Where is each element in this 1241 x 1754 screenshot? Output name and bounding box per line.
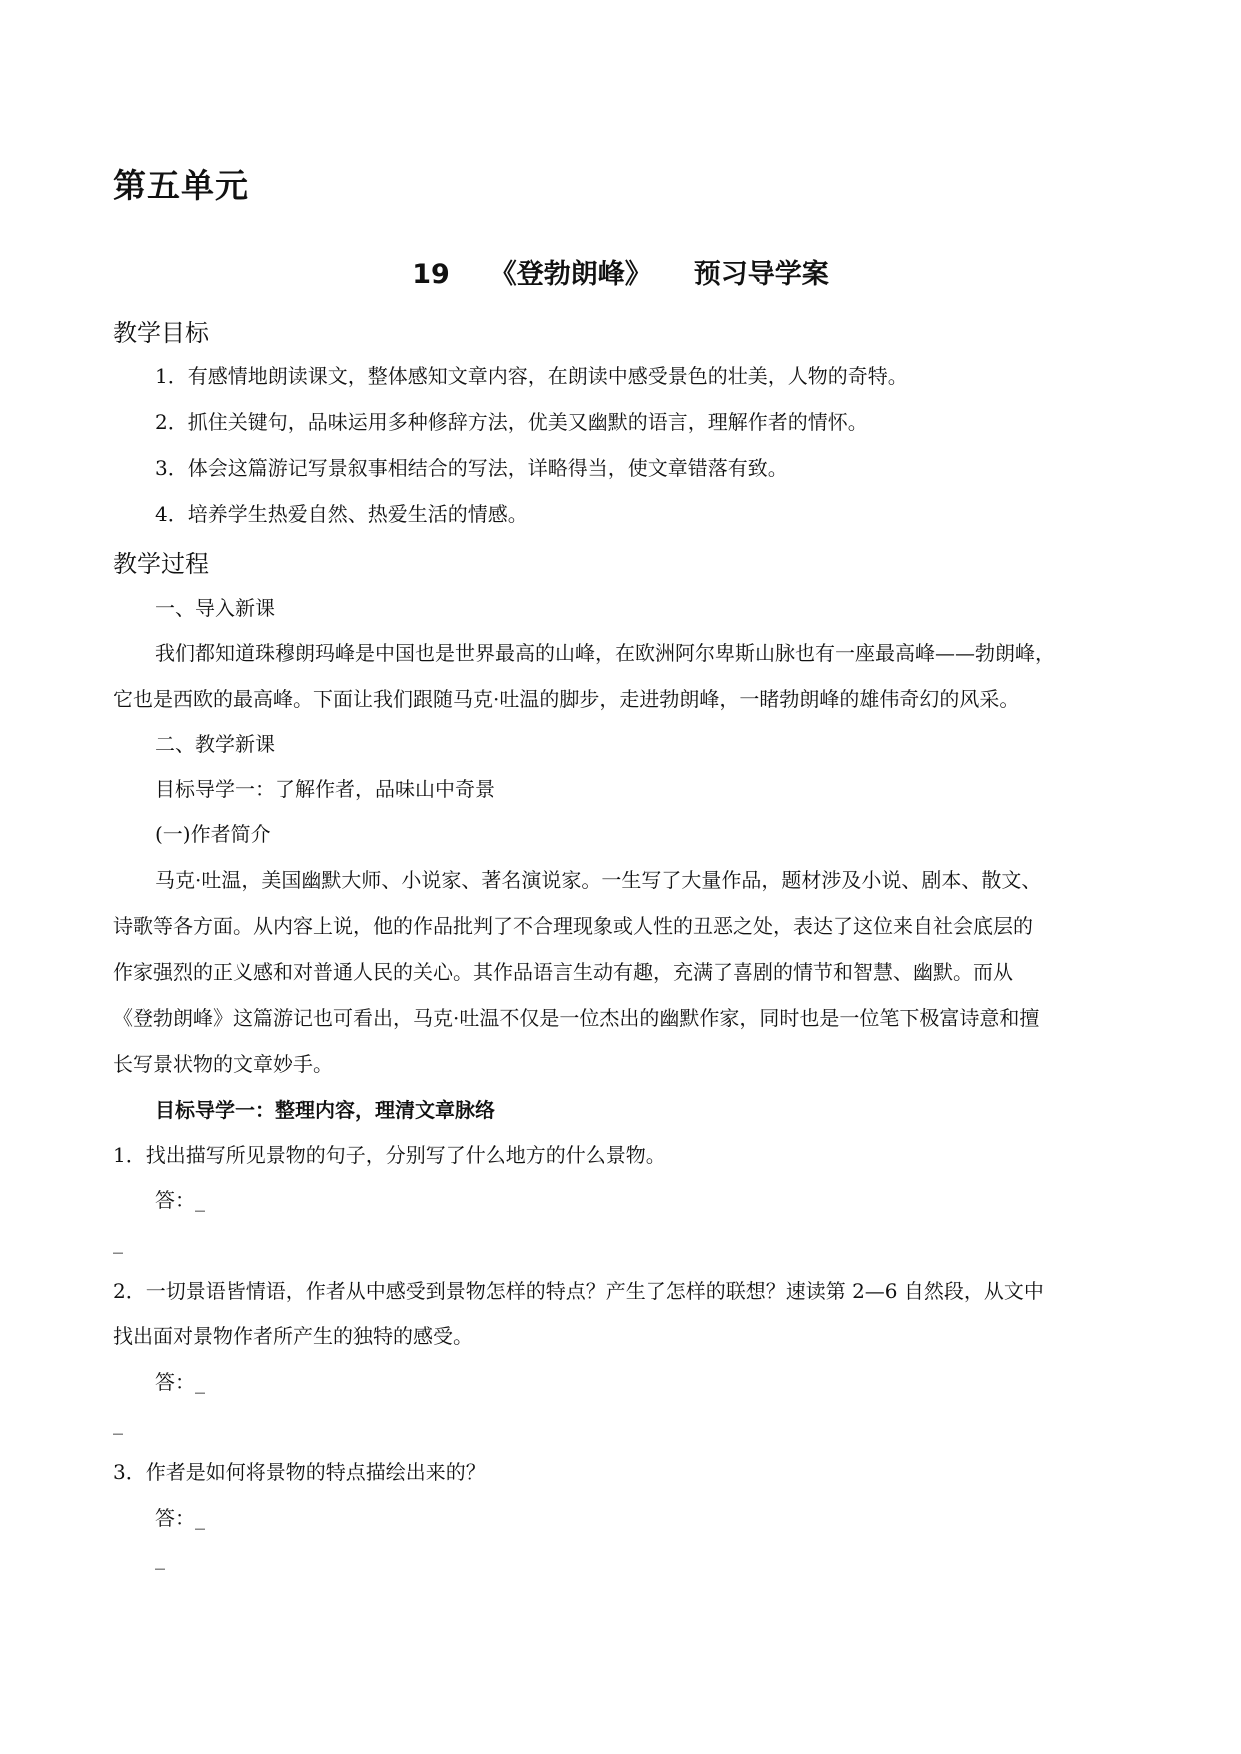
question-text: 2．一切景语皆情语，作者从中感受到景物怎样的特点？产生了怎样的联想？速读第 2—6 自然段，从文中 (113, 1279, 1044, 1303)
question-text: 找出面对景物作者所产生的独特的感受。 (113, 1324, 473, 1348)
goal-item: 4．培养学生热爱自然、热爱生活的情感。 (155, 502, 528, 526)
question-text: 3．作者是如何将景物的特点描绘出来的？ (113, 1460, 486, 1484)
answer-blank-line[interactable]: _ (113, 1411, 123, 1435)
intro-heading: 一、导入新课 (155, 596, 275, 620)
question-text: 1．找出描写所见景物的句子，分别写了什么地方的什么景物。 (113, 1143, 666, 1167)
goal-item: 2．抓住关键句，品味运用多种修辞方法，优美又幽默的语言，理解作者的情怀。 (155, 410, 868, 434)
answer-blank-line[interactable]: _ (113, 1230, 123, 1254)
lesson-type: 预习导学案 (693, 259, 829, 290)
author-paragraph-line: 诗歌等各方面。从内容上说，他的作品批判了不合理现象或人性的丑恶之处，表达了这位来自社会底层的 (113, 914, 1033, 938)
author-paragraph-line: 作家强烈的正义感和对普通人民的关心。其作品语言生动有趣，充满了喜剧的情节和智慧、幽默。而从 (113, 960, 1013, 984)
author-paragraph-line: 长写景状物的文章妙手。 (113, 1052, 333, 1076)
new-lesson-heading: 二、教学新课 (155, 732, 275, 756)
answer-label[interactable]: 答：_ (155, 1506, 205, 1530)
goals-heading: 教学目标 (113, 319, 209, 347)
lesson-number: 19 (412, 259, 450, 290)
process-heading: 教学过程 (113, 550, 209, 578)
unit-title: 第五单元 (113, 166, 249, 205)
author-paragraph-line: 马克·吐温，美国幽默大师、小说家、著名演说家。一生写了大量作品，题材涉及小说、剧本、散文、 (155, 868, 1042, 892)
goal-item: 1．有感情地朗读课文，整体感知文章内容，在朗读中感受景色的壮美，人物的奇特。 (155, 364, 908, 388)
target-two-heading: 目标导学一：整理内容，理清文章脉络 (155, 1098, 495, 1122)
intro-paragraph-line: 我们都知道珠穆朗玛峰是中国也是世界最高的山峰，在欧洲阿尔卑斯山脉也有一座最高峰——勃朗峰， (155, 641, 1055, 665)
goal-item: 3．体会这篇游记写景叙事相结合的写法，详略得当，使文章错落有致。 (155, 456, 788, 480)
answer-blank-line[interactable]: _ (155, 1546, 165, 1570)
lesson-title (0, 252, 1241, 291)
author-heading: (一)作者简介 (155, 822, 271, 846)
author-paragraph-line: 《登勃朗峰》这篇游记也可看出，马克·吐温不仅是一位杰出的幽默作家，同时也是一位笔下极富诗意和擅 (113, 1006, 1040, 1030)
intro-paragraph-line: 它也是西欧的最高峰。下面让我们跟随马克·吐温的脚步，走进勃朗峰，一睹勃朗峰的雄伟奇幻的风采。 (113, 687, 1020, 711)
answer-label[interactable]: 答：_ (155, 1188, 205, 1212)
answer-label[interactable]: 答：_ (155, 1370, 205, 1394)
lesson-name: 《登勃朗峰》 (489, 259, 652, 290)
target-one-heading: 目标导学一：了解作者，品味山中奇景 (155, 777, 495, 801)
